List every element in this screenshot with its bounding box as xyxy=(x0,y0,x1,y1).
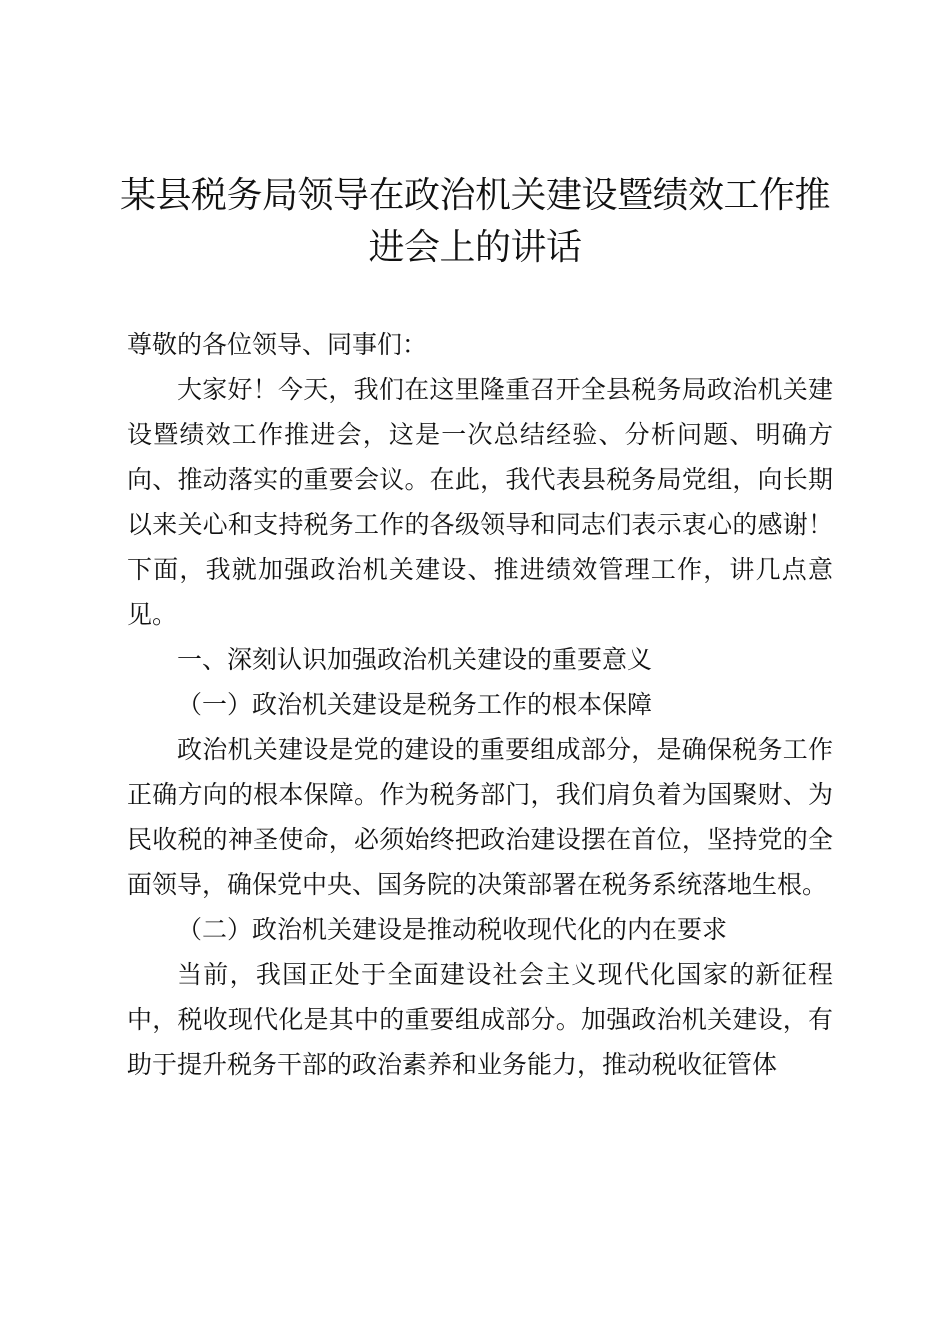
subsection-heading-1-1: （一）政治机关建设是税务工作的根本保障 xyxy=(177,690,653,719)
greeting: 尊敬的各位领导、同事们： xyxy=(127,330,428,359)
document-body xyxy=(127,322,833,1087)
subsection-heading-1-2: （二）政治机关建设是推动税收现代化的内在要求 xyxy=(177,915,728,944)
section-heading-1: 一、深刻认识加强政治机关建设的重要意义 xyxy=(177,645,653,674)
paragraph-1-2: 当前，我国正处于全面建设社会主义现代化国家的新征程中，税收现代化是其中的重要组成部分。加强政治机关建设，有助于提升税务干部的政治素养和业务能力，推动税收征管体 xyxy=(127,960,833,1079)
document-title: 某县税务局领导在政治机关建设暨绩效工作推进会上的讲话 xyxy=(119,175,830,268)
paragraph-1-1: 政治机关建设是党的建设的重要组成部分，是确保税务工作正确方向的根本保障。作为税务部门，我们肩负着为国聚财、为民收税的神圣使命，必须始终把政治建设摆在首位，坚持党的全面领导，确保党中央、国务院的决策部署在税务系统落地生根。 xyxy=(127,735,833,899)
paragraph-intro: 大家好！今天，我们在这里隆重召开全县税务局政治机关建设暨绩效工作推进会，这是一次总结经验、分析问题、明确方向、推动落实的重要会议。在此，我代表县税务局党组，向长期以来关心和支持税务工作的各级领导和同志们表示衷心的感谢！下面，我就加强政治机关建设、推进绩效管理工作，讲几点意见。 xyxy=(127,375,833,629)
